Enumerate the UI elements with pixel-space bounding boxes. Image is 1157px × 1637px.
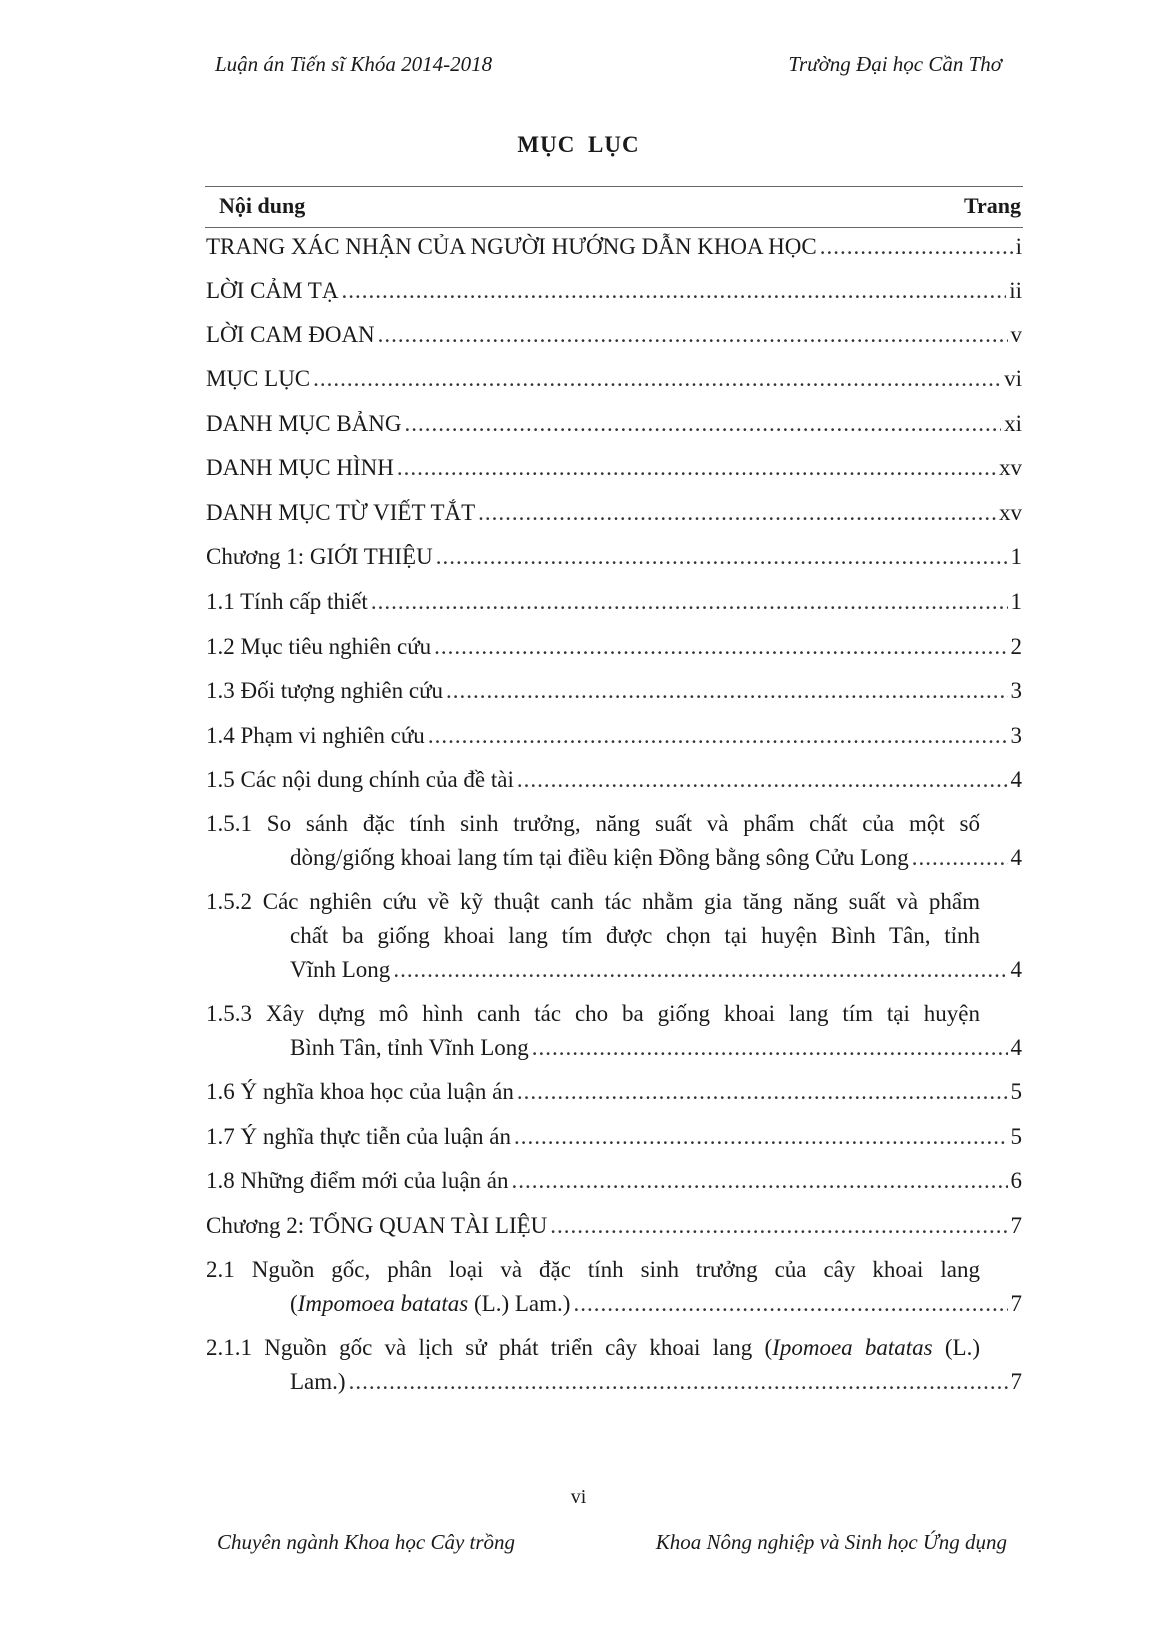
toc-entry-text: 1.1 Tính cấp thiết (206, 589, 368, 614)
toc-entry-text: 1.2 Mục tiêu nghiên cứu (206, 634, 432, 659)
toc-entry[interactable] (206, 1253, 1022, 1321)
column-header (205, 186, 1023, 228)
toc-entry-text: DANH MỤC TỪ VIẾT TẮT (206, 500, 476, 525)
leader-dots (514, 1120, 1008, 1154)
toc-entry-text: DANH MỤC BẢNG (206, 411, 402, 436)
toc-entry-text: Bình Tân, tỉnh Vĩnh Long (290, 1035, 529, 1060)
toc-entry[interactable] (206, 997, 1022, 1065)
toc-entry[interactable] (206, 1331, 1022, 1399)
toc-entry[interactable] (206, 540, 1022, 574)
toc-entry[interactable] (206, 719, 1022, 753)
toc-entry-text: MỤC LỤC (206, 366, 311, 391)
leader-dots (573, 1287, 1007, 1321)
toc-entry-text: 1.4 Phạm vi nghiên cứu (206, 723, 425, 748)
toc-entry-page: 4 (1010, 767, 1022, 792)
toc-entry[interactable] (206, 1209, 1022, 1243)
footer-faculty: Khoa Nông nghiệp và Sinh học Ứng dụng (655, 1530, 1007, 1554)
toc-entry-text-line1: 2.1.1 Nguồn gốc và lịch sử phát triển cây khoai lang (Ipomoea batatas (L.) (206, 1335, 981, 1360)
header-thesis-title: Luận án Tiến sĩ Khóa 2014-2018 (215, 52, 493, 76)
toc-entry-text-line1: 1.5.1 So sánh đặc tính sinh trưởng, năng suất và phẩm chất của một số (206, 811, 980, 836)
toc-entry-page: vi (1004, 366, 1022, 391)
leader-dots (446, 674, 1007, 708)
toc-entry[interactable] (206, 1120, 1022, 1154)
leader-dots (820, 230, 1013, 264)
toc-entry-page: xi (1004, 411, 1022, 436)
column-content-label: Nội dung (219, 193, 306, 218)
toc-entry-text: (Impomoea batatas (L.) Lam.) (290, 1291, 571, 1316)
toc-entry-text: TRANG XÁC NHẬN CỦA NGƯỜI HƯỚNG DẪN KHOA HỌC (206, 234, 817, 259)
leader-dots (550, 1209, 1007, 1243)
toc-entry-page: 1 (1010, 589, 1022, 614)
leader-dots (428, 719, 1008, 753)
leader-dots (397, 451, 996, 485)
toc-entry-page: 6 (1010, 1168, 1022, 1193)
leader-dots (478, 496, 996, 530)
toc-entry[interactable] (206, 1164, 1022, 1198)
leader-dots (405, 407, 1002, 441)
leader-dots (371, 585, 1008, 619)
toc-entry[interactable] (206, 763, 1022, 797)
toc-entry[interactable] (206, 274, 1022, 308)
toc-entry[interactable] (206, 230, 1022, 264)
leader-dots (912, 841, 1008, 875)
toc-entry-text: 1.8 Những điểm mới của luận án (206, 1168, 509, 1193)
leader-dots (393, 953, 1007, 987)
toc-entry[interactable] (206, 585, 1022, 619)
toc-entry-page: 4 (1010, 845, 1022, 870)
toc-entry-text: 1.7 Ý nghĩa thực tiễn của luận án (206, 1124, 511, 1149)
leader-dots (378, 318, 1008, 352)
toc-entry[interactable] (206, 496, 1022, 530)
toc-entry-text: 1.3 Đối tượng nghiên cứu (206, 678, 444, 703)
toc-entry-text: LỜI CẢM TẠ (206, 278, 339, 303)
toc-entry-page: xv (999, 455, 1022, 480)
toc-entry[interactable] (206, 674, 1022, 708)
leader-dots (434, 630, 1007, 664)
toc-entry-page: 3 (1010, 723, 1022, 748)
leader-dots (341, 274, 1006, 308)
toc-entry-page: i (1015, 234, 1022, 259)
leader-dots (436, 540, 1008, 574)
toc-entry-text: Chương 1: GIỚI THIỆU (206, 544, 433, 569)
column-page-label: Trang (963, 193, 1021, 218)
header-university: Trường Đại học Cần Thơ (788, 52, 1002, 76)
toc-entry-page: 1 (1010, 544, 1022, 569)
toc-entry[interactable] (206, 630, 1022, 664)
toc-entry-page: 5 (1010, 1079, 1022, 1104)
toc-entry-page: 2 (1010, 634, 1022, 659)
page-title: MỤC LỤC (517, 132, 640, 157)
toc-entry-page: 5 (1010, 1124, 1022, 1149)
toc-entry-text-line1: 2.1 Nguồn gốc, phân loại và đặc tính sinh trưởng của cây khoai lang (206, 1257, 980, 1282)
page-number: vi (570, 1486, 587, 1508)
toc-entry-page: 4 (1010, 957, 1022, 982)
toc-entry-page: 4 (1010, 1035, 1022, 1060)
leader-dots (349, 1365, 1008, 1399)
toc-entry-text-line1: 1.5.3 Xây dựng mô hình canh tác cho ba giống khoai lang tím tại huyện (206, 1001, 980, 1026)
toc-entry[interactable] (206, 318, 1022, 352)
toc-entry-page: 3 (1010, 678, 1022, 703)
leader-dots (313, 362, 1001, 396)
toc-entry[interactable] (206, 807, 1022, 875)
leader-dots (517, 1075, 1008, 1109)
toc-entry[interactable] (206, 362, 1022, 396)
toc-entry[interactable] (206, 885, 1022, 987)
toc-entry-text: Vĩnh Long (290, 957, 391, 982)
leader-dots (532, 1031, 1008, 1065)
toc-entry-page: ii (1009, 278, 1022, 303)
footer-major: Chuyên ngành Khoa học Cây trồng (217, 1530, 516, 1554)
toc-entry-page: 7 (1010, 1369, 1022, 1394)
toc-entry-text: LỜI CAM ĐOAN (206, 322, 375, 347)
leader-dots (511, 1164, 1007, 1198)
toc-entry-page: 7 (1010, 1213, 1022, 1238)
toc-entry[interactable] (206, 407, 1022, 441)
toc-entry-text: DANH MỤC HÌNH (206, 455, 394, 480)
leader-dots (517, 763, 1008, 797)
toc-entry-page: v (1010, 322, 1022, 347)
toc-entry-text-line2: chất ba giống khoai lang tím được chọn tại huyện Bình Tân, tỉnh (290, 923, 980, 948)
toc-entry[interactable] (206, 1075, 1022, 1109)
toc-entry-text: 1.5 Các nội dung chính của đề tài (206, 767, 514, 792)
toc-entry-text-line1: 1.5.2 Các nghiên cứu về kỹ thuật canh tác nhằm gia tăng năng suất và phẩm (206, 889, 980, 914)
toc-entry-text: Chương 2: TỔNG QUAN TÀI LIỆU (206, 1213, 548, 1238)
toc-entry-page: xv (999, 500, 1022, 525)
toc-entry-text: dòng/giống khoai lang tím tại điều kiện Đồng bằng sông Cửu Long (290, 845, 909, 870)
toc-entry-page: 7 (1010, 1291, 1022, 1316)
toc-entry-text: 1.6 Ý nghĩa khoa học của luận án (206, 1079, 514, 1104)
toc-entry-text: Lam.) (290, 1369, 346, 1394)
toc-entry[interactable] (206, 451, 1022, 485)
